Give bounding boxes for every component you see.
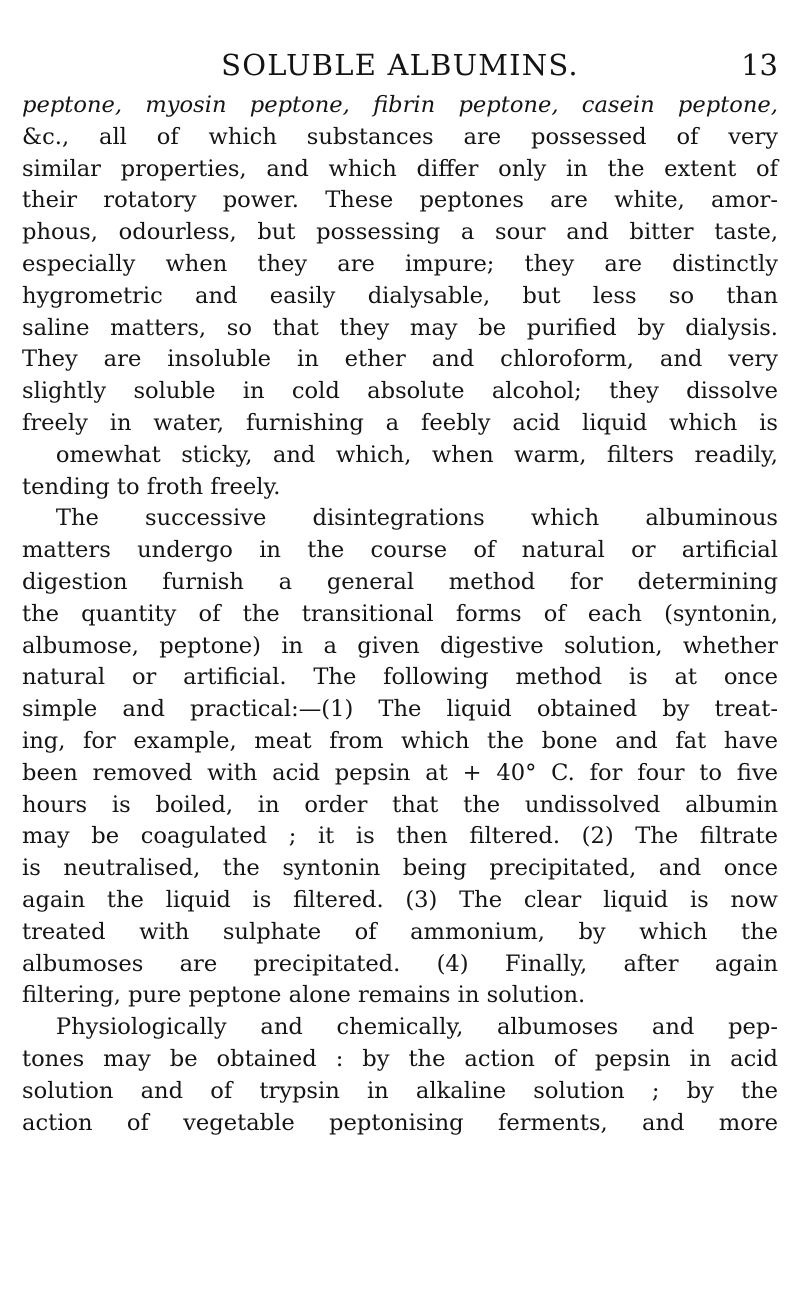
text-line-15: matters undergo in the course of natural or artificial bbox=[22, 537, 778, 564]
text-line-25: is neutralised, the syntonin being precipitated, and once bbox=[22, 855, 778, 882]
body-text bbox=[22, 90, 778, 1139]
text-line-9: They are insoluble in ether and chloroform, and very bbox=[22, 346, 778, 373]
text-line-3: similar properties, and which differ only in the extent of bbox=[22, 155, 778, 182]
text-line-18: albumose, peptone) in a given digestive solution, whether bbox=[22, 632, 778, 659]
text-line-12: omewhat sticky, and which, when warm, filters readily, bbox=[55, 441, 778, 468]
text-line-28: albumoses are precipitated. (4) Finally, after again bbox=[22, 950, 778, 977]
text-line-27: treated with sulphate of ammonium, by which the bbox=[22, 918, 778, 945]
text-line-14: The successive disintegrations which albuminous bbox=[55, 505, 778, 532]
text-line-30: Physiologically and chemically, albumoses and pep- bbox=[55, 1014, 778, 1041]
text-line-7: hygrometric and easily dialysable, but less so than bbox=[22, 282, 778, 309]
text-line-32: solution and of trypsin in alkaline solution ; by the bbox=[22, 1077, 778, 1104]
text-line-24: may be coagulated ; it is then filtered. (2) The filtrate bbox=[22, 823, 778, 850]
text-line-22: been removed with acid pepsin at + 40° C. for four to five bbox=[22, 759, 778, 786]
text-line-1 bbox=[22, 90, 778, 122]
text-line-5: phous, odourless, but possessing a sour and bitter taste, bbox=[22, 219, 778, 246]
text-line-31: tones may be obtained : by the action of pepsin in acid bbox=[22, 1045, 778, 1072]
text-line-16: digestion furnish a general method for determining bbox=[22, 568, 778, 595]
text-line-4: their rotatory power. These peptones are white, amor- bbox=[22, 187, 778, 214]
text-line-8: saline matters, so that they may be purified by dialysis. bbox=[22, 314, 778, 341]
text-line-23: hours is boiled, in order that the undissolved albumin bbox=[22, 791, 778, 818]
book-page bbox=[22, 40, 778, 1139]
text-line-11: freely in water, furnishing a feebly acid liquid which is bbox=[22, 409, 778, 436]
text-line-33: action of vegetable peptonising ferments, and more bbox=[22, 1109, 778, 1136]
text-line-21: ing, for example, meat from which the bone and fat have bbox=[22, 727, 778, 754]
text-line-19: natural or artificial. The following method is at once bbox=[22, 664, 778, 691]
text-line-20: simple and practical:—(1) The liquid obtained by treat- bbox=[22, 696, 778, 723]
text-line-13: tending to froth freely. bbox=[22, 473, 281, 500]
text-line-29: filtering, pure peptone alone remains in solution. bbox=[22, 982, 586, 1009]
text-line-26: again the liquid is filtered. (3) The clear liquid is now bbox=[22, 886, 778, 913]
italic-peptone-list: peptone, myosin peptone, fibrin peptone, casein peptone, bbox=[22, 92, 778, 118]
running-title: SOLUBLE ALBUMINS. bbox=[221, 48, 579, 82]
page-number: 13 bbox=[741, 48, 778, 82]
text-line-10: slightly soluble in cold absolute alcohol; they dissolve bbox=[22, 378, 778, 405]
text-line-6: especially when they are impure; they are distinctly bbox=[22, 250, 778, 277]
text-line-2: &c., all of which substances are possessed of very bbox=[22, 123, 778, 150]
running-head bbox=[22, 40, 778, 90]
text-line-17: the quantity of the transitional forms of each (syntonin, bbox=[22, 600, 778, 627]
